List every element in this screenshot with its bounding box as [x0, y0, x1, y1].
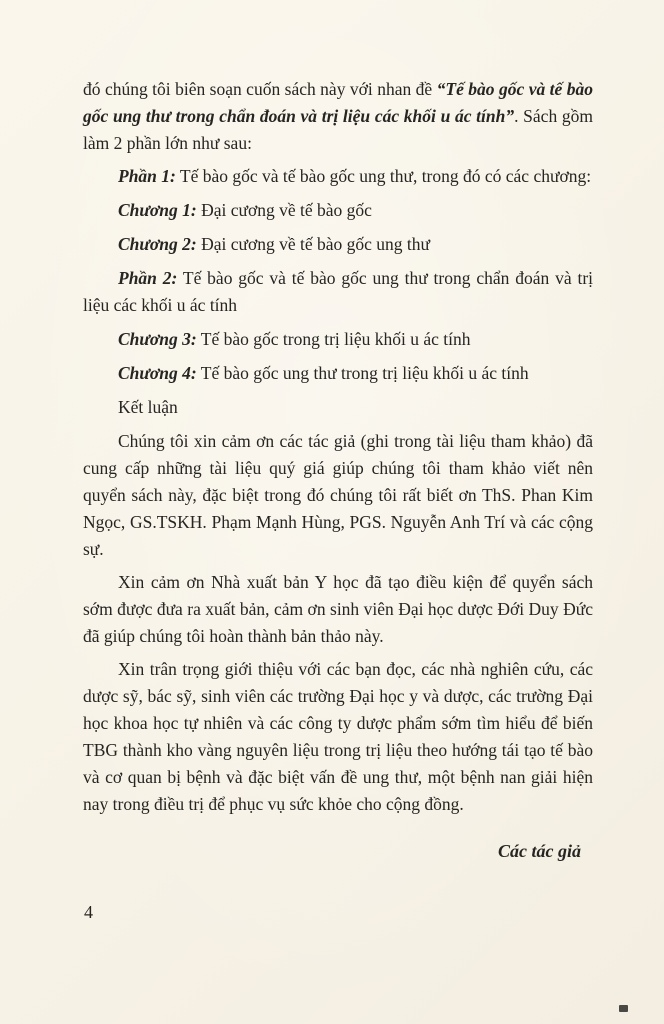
chapter-1-text: Đại cương về tế bào gốc	[196, 200, 372, 220]
paragraph-closing	[83, 656, 593, 818]
paragraph-chapter-1	[83, 197, 593, 224]
ack-authors-text: Chúng tôi xin cảm ơn các tác giả (ghi trong tài liệu tham khảo) đã cung cấp những tài liệu quý giá giúp chúng tôi tham khảo viết nên quyển sách này, đặc biệt trong đó chúng tôi rất biết ơn ThS. Phan Kim Ngọc, GS.TSKH. Phạm Mạnh Hùng, PGS. Nguyễn Anh Trí và các cộng sự.	[83, 431, 593, 559]
paragraph-ack-publisher	[83, 569, 593, 650]
part-2-label: Phần 2:	[118, 268, 178, 288]
closing-text: Xin trân trọng giới thiệu với các bạn đọc, các nhà nghiên cứu, các dược sỹ, bác sỹ, sinh viên các trường Đại học y và dược, các trường Đại học khoa học tự nhiên và các công ty dược phẩm sớm tìm hiểu để biến TBG thành kho vàng nguyên liệu trong trị liệu theo hướng tái tạo tế bào và cơ quan bị bệnh và đặc biệt vấn đề ung thư, một bệnh nan giải hiện nay trong điều trị để phục vụ sức khỏe cho cộng đồng.	[83, 659, 593, 814]
intro-post-text: . Sách gồm làm 2 phần lớn như sau:	[83, 106, 593, 153]
scan-artifact	[619, 1005, 628, 1012]
page-body-text	[83, 76, 593, 865]
ack-publisher-text: Xin cảm ơn Nhà xuất bản Y học đã tạo điều kiện để quyển sách sớm được đưa ra xuất bản, cảm ơn sinh viên Đại học dược Đới Duy Đức đã giúp chúng tôi hoàn thành bản thảo này.	[83, 572, 593, 646]
chapter-1-label: Chương 1:	[118, 200, 197, 220]
part-1-label: Phần 1:	[118, 166, 176, 186]
paragraph-chapter-3	[83, 326, 593, 353]
chapter-4-text: Tế bào gốc ung thư trong trị liệu khối u ác tính	[196, 363, 529, 383]
page-number: 4	[84, 902, 93, 922]
chapter-4-label: Chương 4:	[118, 363, 197, 383]
conclusion-line-text: Kết luận	[118, 397, 178, 417]
chapter-2-label: Chương 2:	[118, 234, 197, 254]
authors-signature: Các tác giả	[498, 841, 581, 861]
paragraph-part-2	[83, 265, 593, 319]
intro-pre-text: đó chúng tôi biên soạn cuốn sách này với nhan đề	[83, 79, 437, 99]
paragraph-chapter-4	[83, 360, 593, 387]
book-title-emphasis: “Tế bào gốc và tế bào gốc ung thư trong chẩn đoán và trị liệu các khối u ác tính”	[83, 79, 593, 126]
paragraph-ack-authors	[83, 428, 593, 563]
part-2-text: Tế bào gốc và tế bào gốc ung thư trong chẩn đoán và trị liệu các khối u ác tính	[83, 268, 594, 315]
paragraph-chapter-2	[83, 231, 593, 258]
chapter-2-text: Đại cương về tế bào gốc ung thư	[196, 234, 431, 254]
paragraph-part-1	[83, 163, 593, 190]
part-1-text: Tế bào gốc và tế bào gốc ung thư, trong đó có các chương:	[175, 166, 592, 186]
chapter-3-label: Chương 3:	[118, 329, 197, 349]
chapter-3-text: Tế bào gốc trong trị liệu khối u ác tính	[196, 329, 471, 349]
paragraph-conclusion-line	[83, 394, 593, 421]
paragraph-intro	[83, 76, 593, 157]
